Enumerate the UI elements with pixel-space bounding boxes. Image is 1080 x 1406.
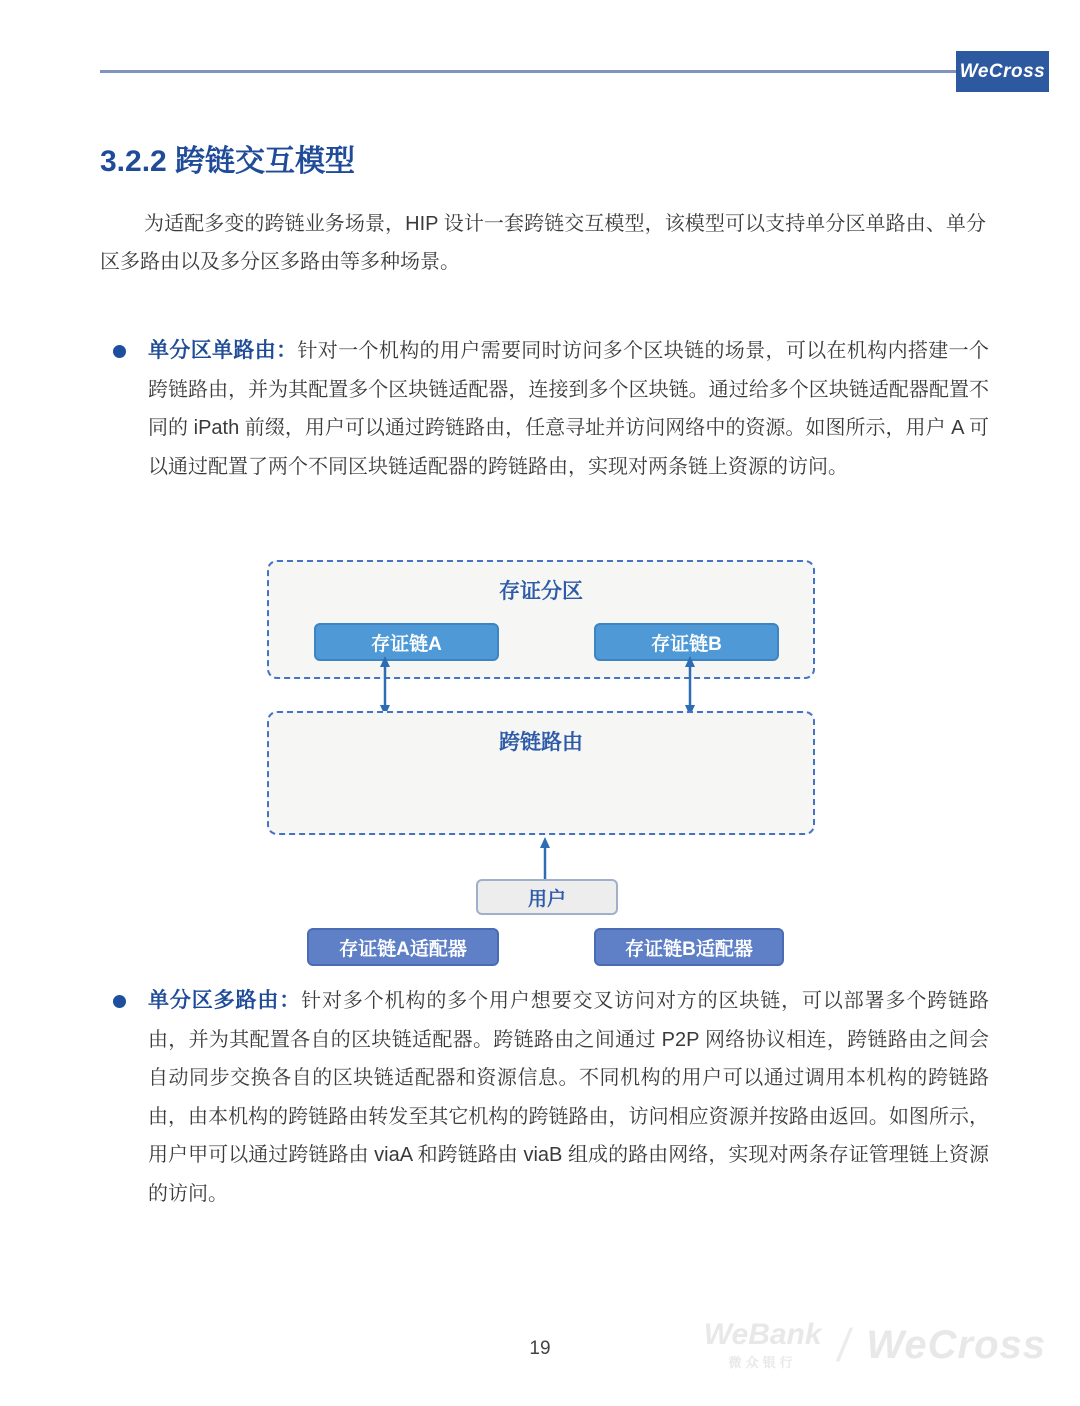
intro-paragraph: 为适配多变的跨链业务场景，HIP 设计一套跨链交互模型，该模型可以支持单分区单路由、单分区多路由以及多分区多路由等多种场景。 [100,213,986,273]
adapter-b-node: 存证链B适配器 [594,928,784,966]
bullet-icon [113,995,126,1008]
bullet-text-block [148,982,989,1213]
wecross-header-logo-text: WeCross [959,60,1046,82]
webank-logo [703,1317,822,1371]
logo-divider: / [833,1319,854,1371]
bullet-item-single-partition-single-route [113,332,989,486]
bullet-text-block [148,332,989,486]
webank-logo-text: WeBank [703,1317,822,1351]
page-number: 19 [529,1338,551,1359]
bullet-body: 针对一个机构的用户需要同时访问多个区块链的场景，可以在机构内搭建一个跨链路由，并为其配置多个区块链适配器，连接到多个区块链。通过给多个区块链适配器配置不同的 iPath 前缀，用户可以通过跨链路由，任意寻址并访问网络中的资源。如图所示，用户 A 可以通过配置了两个不同区块链适配器的跨链路由，实现对两条链上资源的访问。 [148,340,990,478]
up-arrow-icon [537,837,553,883]
chain-b-node: 存证链B [594,623,779,661]
cross-chain-diagram [267,557,815,960]
user-node: 用户 [476,879,618,915]
bullet-icon [113,345,126,358]
bullet-item-single-partition-multi-route [113,982,989,1213]
footer-logos [704,1318,1046,1372]
double-arrow-icon [682,656,698,716]
section-heading: 3.2.2 跨链交互模型 [100,145,356,178]
wecross-footer-logo: WeCross [866,1322,1046,1367]
webank-logo-subtext: 微众银行 [728,1354,797,1370]
bullet-label: 单分区多路由： [148,989,302,1012]
partition-box [267,560,815,679]
double-arrow-icon [377,656,393,716]
router-title: 跨链路由 [499,731,583,754]
partition-title: 存证分区 [499,580,583,603]
bullet-label: 单分区单路由： [148,339,298,362]
header-rule [100,70,956,73]
chain-a-node: 存证链A [314,623,499,661]
wecross-header-logo [956,51,1049,92]
adapter-a-node: 存证链A适配器 [307,928,499,966]
bullet-body: 针对多个机构的多个用户想要交叉访问对方的区块链，可以部署多个跨链路由，并为其配置各自的区块链适配器。跨链路由之间通过 P2P 网络协议相连，跨链路由之间会自动同步交换各自的区块链适配器和资源信息。不同机构的用户可以通过调用本机构的跨链路由，由本机构的跨链路由转发至其它机构的跨链路由，访问相应资源并按路由返回。如图所示，用户甲可以通过跨链路由 viaA 和跨链路由 viaB 组成的路由网络，实现对两条存证管理链上资源的访问。 [148,990,990,1205]
